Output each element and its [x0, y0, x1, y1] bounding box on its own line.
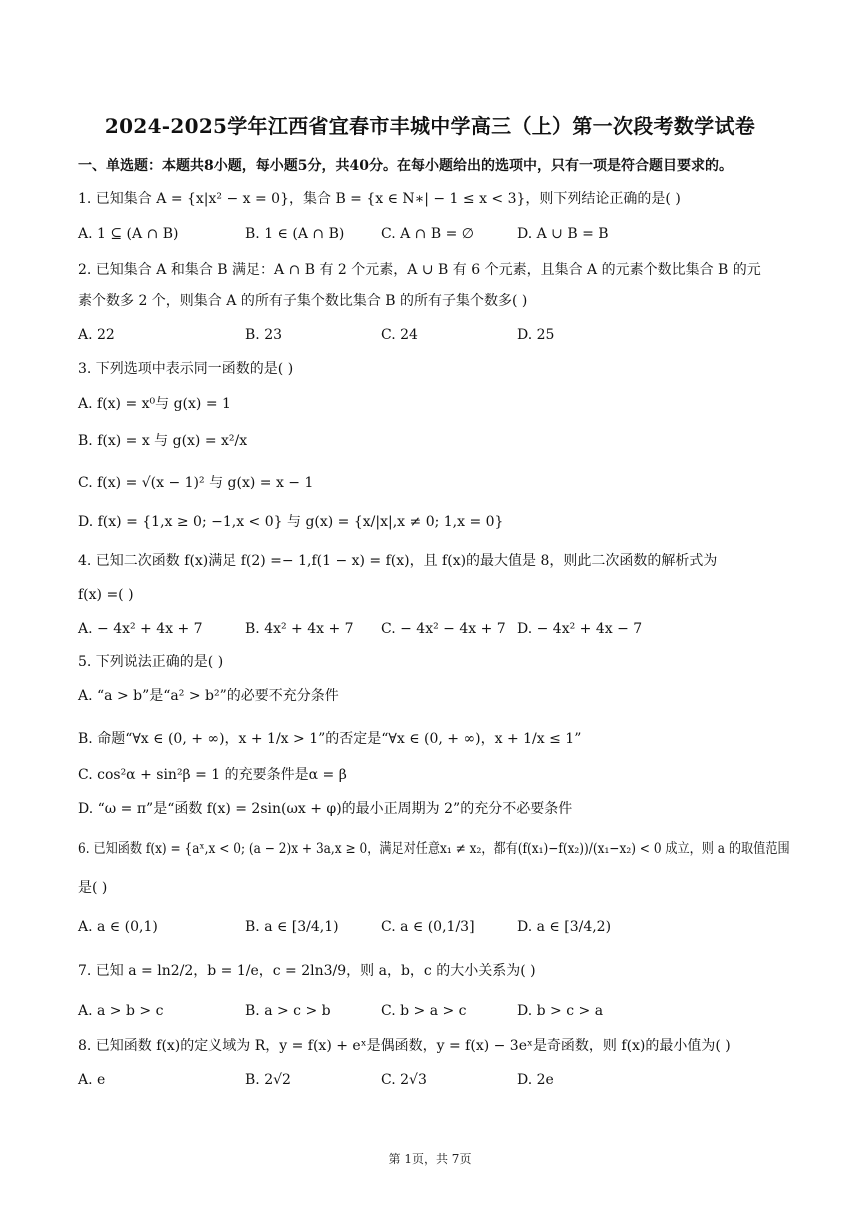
- question-3-option-a: A. f(x) = x⁰与 g(x) = 1: [78, 396, 231, 412]
- question-5-option-b: B. 命题“∀x ∈ (0, + ∞)，x + 1/x > 1”的否定是“∀x ∈ (0, + ∞)，x + 1/x ≤ 1”: [78, 731, 582, 747]
- question-2-option-d: D. 25: [517, 327, 555, 343]
- question-1-option-c: C. A ∩ B = ∅: [381, 226, 474, 242]
- question-5-option-a: A. “a > b”是“a² > b²”的必要不充分条件: [78, 688, 339, 704]
- question-4-stem-line-1: 4. 已知二次函数 f(x)满足 f(2) =− 1,f(1 − x) = f(x)，且 f(x)的最大值是 8，则此二次函数的解析式为: [78, 553, 718, 569]
- question-5-stem: 5. 下列说法正确的是( ): [78, 654, 224, 670]
- question-2-option-a: A. 22: [78, 327, 115, 343]
- question-8-option-d: D. 2e: [517, 1072, 554, 1088]
- question-3-option-c: C. f(x) = √(x − 1)² 与 g(x) = x − 1: [78, 475, 314, 491]
- question-8-stem: 8. 已知函数 f(x)的定义域为 R，y = f(x) + eˣ是偶函数，y = f(x) − 3eˣ是奇函数，则 f(x)的最小值为( ): [78, 1038, 731, 1054]
- question-6-option-d: D. a ∈ [3/4,2): [517, 919, 612, 935]
- question-2-stem-line-1: 2. 已知集合 A 和集合 B 满足：A ∩ B 有 2 个元素，A ∪ B 有 6 个元素，且集合 A 的元素个数比集合 B 的元: [78, 262, 761, 278]
- question-6-option-c: C. a ∈ (0,1/3]: [381, 919, 475, 935]
- question-8-option-c: C. 2√3: [381, 1072, 427, 1088]
- question-3-option-d: D. f(x) = {1,x ≥ 0; −1,x < 0} 与 g(x) = {x/|x|,x ≠ 0; 1,x = 0}: [78, 514, 504, 530]
- question-4-option-c: C. − 4x² − 4x + 7: [381, 621, 506, 637]
- question-4-stem-line-2: f(x) =( ): [78, 587, 134, 603]
- question-6-stem-line-2: 是( ): [78, 880, 108, 896]
- question-5-option-c: C. cos²α + sin²β = 1 的充要条件是α = β: [78, 767, 347, 783]
- question-5-option-d: D. “ω = π”是“函数 f(x) = 2sin(ωx + φ)的最小正周期为 2”的充分不必要条件: [78, 801, 573, 817]
- question-7-option-c: C. b > a > c: [381, 1003, 467, 1019]
- question-1-stem: 1. 已知集合 A = {x|x² − x = 0}，集合 B = {x ∈ N∗| − 1 ≤ x < 3}，则下列结论正确的是( ): [78, 191, 681, 207]
- question-1-option-b: B. 1 ∈ (A ∩ B): [245, 226, 345, 242]
- question-3-option-b: B. f(x) = x 与 g(x) = x²/x: [78, 433, 248, 449]
- question-7-option-d: D. b > c > a: [517, 1003, 604, 1019]
- question-1-option-a: A. 1 ⊆ (A ∩ B): [78, 226, 179, 242]
- question-1-option-d: D. A ∪ B = B: [517, 226, 609, 242]
- question-8-option-a: A. e: [78, 1072, 106, 1088]
- question-6-option-b: B. a ∈ [3/4,1): [245, 919, 339, 935]
- question-6-stem-line-1: 6. 已知函数 f(x) = {aˣ,x < 0; (a − 2)x + 3a,x ≥ 0，满足对任意x₁ ≠ x₂，都有(f(x₁)−f(x₂))/(x₁−x₂) < 0 成立，则 a 的取值范围: [78, 841, 790, 857]
- section-heading: 一、单选题：本题共8小题，每小题5分，共40分。在每小题给出的选项中，只有一项是符合题目要求的。: [78, 158, 733, 174]
- question-7-option-a: A. a > b > c: [78, 1003, 164, 1019]
- question-4-option-d: D. − 4x² + 4x − 7: [517, 621, 643, 637]
- question-7-stem: 7. 已知 a = ln2/2，b = 1/e，c = 2ln3/9，则 a，b，c 的大小关系为( ): [78, 963, 536, 979]
- question-7-option-b: B. a > c > b: [245, 1003, 331, 1019]
- exam-title: 2024-2025学年江西省宜春市丰城中学高三（上）第一次段考数学试卷: [104, 114, 756, 138]
- question-3-stem: 3. 下列选项中表示同一函数的是( ): [78, 361, 294, 377]
- question-6-option-a: A. a ∈ (0,1): [78, 919, 158, 935]
- question-8-option-b: B. 2√2: [245, 1072, 291, 1088]
- question-4-option-a: A. − 4x² + 4x + 7: [78, 621, 203, 637]
- question-2-option-c: C. 24: [381, 327, 418, 343]
- question-2-option-b: B. 23: [245, 327, 283, 343]
- question-2-stem-line-2: 素个数多 2 个，则集合 A 的所有子集个数比集合 B 的所有子集个数多( ): [78, 293, 528, 309]
- question-4-option-b: B. 4x² + 4x + 7: [245, 621, 354, 637]
- page-footer: 第 1页，共 7页: [388, 1152, 472, 1166]
